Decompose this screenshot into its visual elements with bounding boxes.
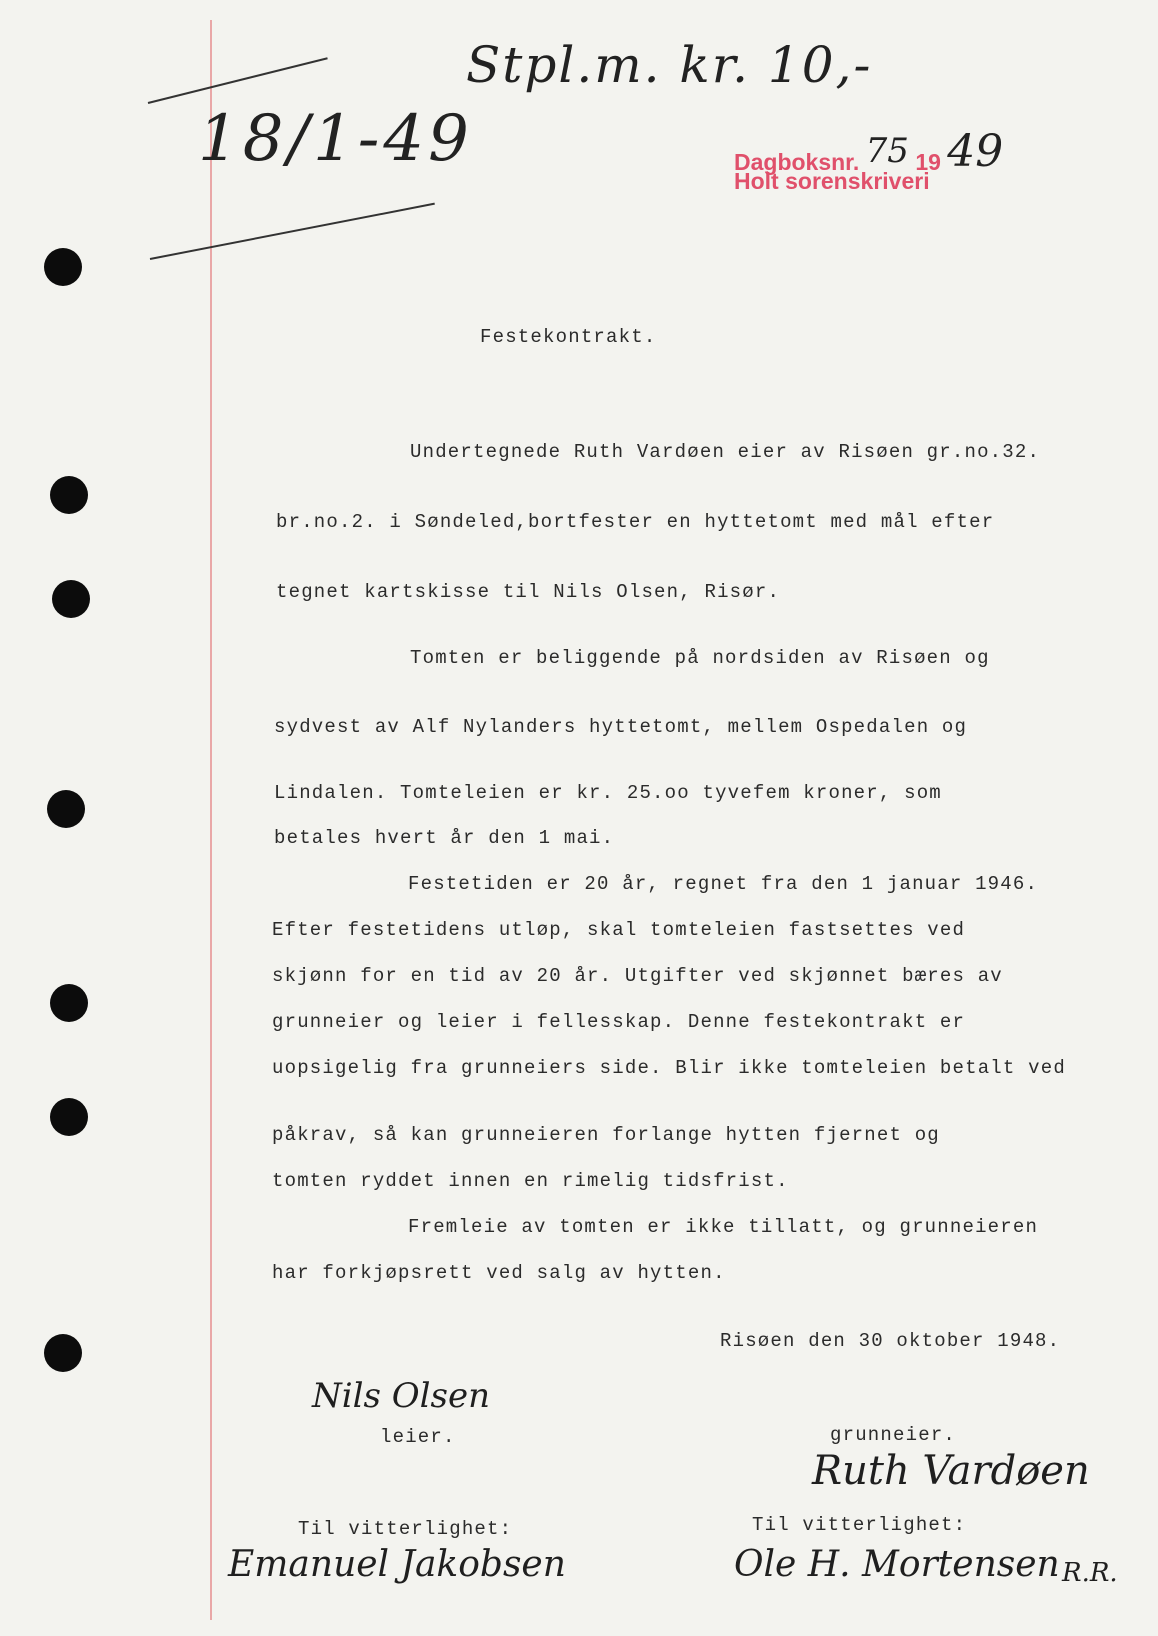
stamp-label: Dagboksnr. <box>734 149 860 175</box>
body-line: betales hvert år den 1 mai. <box>274 827 615 849</box>
stamp-year-suffix: 49 <box>947 126 1004 177</box>
owner-signature: Ruth Vardøen <box>812 1448 1090 1494</box>
margin-line <box>210 20 212 1620</box>
owner-role: grunneier. <box>830 1424 957 1446</box>
witness-label-right: Til vitterlighet: <box>752 1514 967 1536</box>
punch-hole <box>44 1334 82 1372</box>
stamp-year-prefix: 19 <box>915 149 941 175</box>
body-line: br.no.2. i Søndeled,bortfester en hyttetomt med mål efter <box>276 511 995 533</box>
punch-hole <box>44 248 82 286</box>
punch-hole <box>50 1098 88 1136</box>
handwritten-stamp-fee: Stpl.m. kr. 10,- <box>466 36 873 94</box>
punch-hole <box>52 580 90 618</box>
body-line: har forkjøpsrett ved salg av hytten. <box>272 1262 726 1284</box>
handwritten-date: 18/1-49 <box>198 102 473 176</box>
body-line: tegnet kartskisse til Nils Olsen, Risør. <box>276 581 781 603</box>
body-line: tomten ryddet innen en rimelig tidsfrist. <box>272 1170 789 1192</box>
punch-hole <box>50 476 88 514</box>
witness-signature-left: Emanuel Jakobsen <box>228 1544 566 1585</box>
body-line: Lindalen. Tomteleien er kr. 25.oo tyvefem kroner, som <box>274 782 942 804</box>
stamp-line-2: Holt sorenskriveri <box>734 168 930 194</box>
witness-label-left: Til vitterlighet: <box>298 1518 513 1540</box>
body-line: sydvest av Alf Nylanders hyttetomt, mellem Ospedalen og <box>274 716 968 738</box>
handwritten-underline <box>150 203 435 260</box>
body-line: Undertegnede Ruth Vardøen eier av Risøen gr.no.32. <box>410 441 1041 463</box>
body-line: Fremleie av tomten er ikke tillatt, og grunneieren <box>408 1216 1039 1238</box>
body-line: grunneier og leier i fellesskap. Denne festekontrakt er <box>272 1011 966 1033</box>
body-line: Festetiden er 20 år, regnet fra den 1 januar 1946. <box>408 873 1039 895</box>
tenant-signature: Nils Olsen <box>312 1376 490 1416</box>
document-title: Festekontrakt. <box>480 326 657 348</box>
handwritten-stroke <box>148 57 328 104</box>
body-line: påkrav, så kan grunneieren forlange hytten fjernet og <box>272 1124 940 1146</box>
stamp-entry-number: 75 <box>865 131 909 171</box>
initials: R.R. <box>1062 1558 1118 1588</box>
body-line: skjønn for en tid av 20 år. Utgifter ved skjønnet bæres av <box>272 965 1003 987</box>
body-line: Efter festetidens utløp, skal tomteleien fastsettes ved <box>272 919 966 941</box>
place-date: Risøen den 30 oktober 1948. <box>720 1330 1061 1352</box>
body-line: uopsigelig fra grunneiers side. Blir ikke tomteleien betalt ved <box>272 1057 1066 1079</box>
body-line: Tomten er beliggende på nordsiden av Risøen og <box>410 647 990 669</box>
punch-hole <box>50 984 88 1022</box>
tenant-role: leier. <box>380 1426 456 1448</box>
punch-hole <box>47 790 85 828</box>
witness-signature-right: Ole H. Mortensen <box>734 1544 1060 1585</box>
